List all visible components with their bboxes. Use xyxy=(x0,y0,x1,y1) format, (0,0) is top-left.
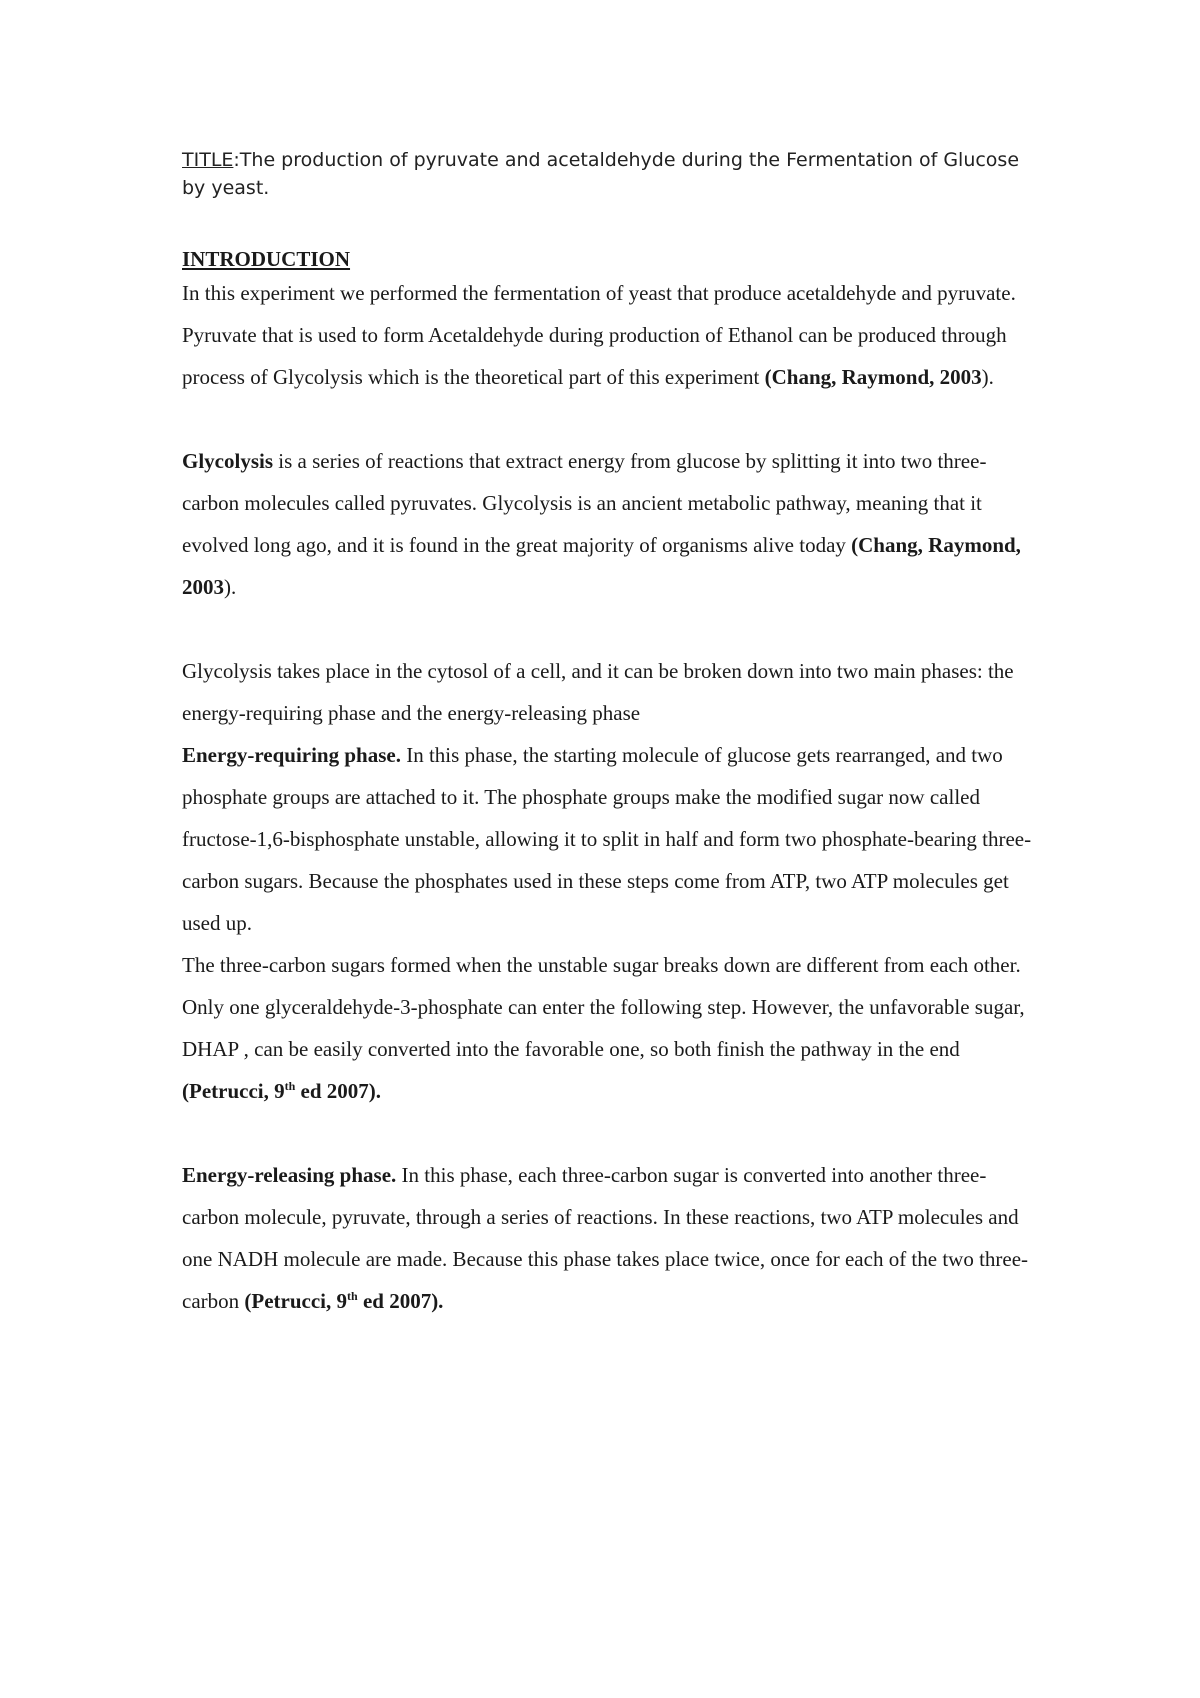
title-label: TITLE xyxy=(182,149,234,171)
paragraph-gap xyxy=(182,1112,1032,1154)
paragraph-gap xyxy=(182,398,1032,440)
intro-p1-citation: (Chang, Raymond, 2003 xyxy=(764,365,982,389)
glycolysis-term: Glycolysis xyxy=(182,449,274,473)
p6-cite-sup: th xyxy=(347,1289,358,1303)
intro-p1-end: ). xyxy=(981,365,994,389)
introduction-heading: INTRODUCTION xyxy=(182,247,351,271)
energy-requiring-term: Energy-requiring phase. xyxy=(182,743,401,767)
intro-paragraph-4 xyxy=(182,734,1032,944)
intro-paragraph-2 xyxy=(182,440,1032,608)
p5-cite-sup: th xyxy=(284,1079,296,1093)
energy-releasing-term: Energy-releasing phase. xyxy=(182,1163,397,1187)
intro-paragraph-5 xyxy=(182,944,1032,1112)
p5-cite-a: (Petrucci, 9 xyxy=(182,1079,285,1103)
document-body xyxy=(182,146,1032,1322)
title-text: :The production of pyruvate and acetaldehyde during the Fermentation of Glucose by yeast. xyxy=(182,149,1020,199)
intro-paragraph-6 xyxy=(182,1154,1032,1322)
intro-p2-text: is a series of reactions that extract energy from glucose by splitting it into two three-carbon molecules called pyruvates. Glycolysis is an ancient metabolic pathway, meaning that it evolved long ago, and it is found in the great majority of organisms alive today xyxy=(182,449,987,557)
p6-cite-a: (Petrucci, 9 xyxy=(244,1289,348,1313)
p5-cite-b: ed 2007). xyxy=(295,1079,382,1103)
intro-p2-end: ). xyxy=(224,575,237,599)
intro-p6-citation xyxy=(244,1289,443,1313)
intro-p5-text: The three-carbon sugars formed when the unstable sugar breaks down are different from each other. Only one glyceraldehyde-3-phosphate can enter the following step. However, the unfavorable sugar, DHAP , can be easily converted into the favorable one, so both finish the pathway in the end xyxy=(182,953,1025,1061)
p6-cite-b: ed 2007). xyxy=(357,1289,444,1313)
intro-paragraph-1 xyxy=(182,272,1032,398)
intro-p6-text: In this phase, each three-carbon sugar is converted into another three-carbon molecule, pyruvate, through a series of reactions. In these reactions, two ATP molecules and one NADH molecule are made. Because this phase takes place twice, once for each of the two three-carbon xyxy=(182,1163,1029,1313)
intro-p1-text: In this experiment we performed the fermentation of yeast that produce acetaldehyde and pyruvate. Pyruvate that is used to form Acetaldehyde during production of Ethanol can be produced through process of Glycolysis which is the theoretical part of this experiment xyxy=(182,281,1016,389)
intro-p2-citation: (Chang, Raymond, 2003 xyxy=(182,533,1021,599)
paragraph-gap xyxy=(182,608,1032,650)
intro-p5-citation xyxy=(182,1079,381,1103)
intro-paragraph-3: Glycolysis takes place in the cytosol of a cell, and it can be broken down into two main phases: the energy-requiring phase and the energy-releasing phase xyxy=(182,659,1014,725)
document-title xyxy=(182,146,1032,202)
intro-p4-text: In this phase, the starting molecule of glucose gets rearranged, and two phosphate groups are attached to it. The phosphate groups make the modified sugar now called fructose-1,6-bisphosphate unstable, allowing it to split in half and form two phosphate-bearing three-carbon sugars. Because the phosphates used in these steps come from ATP, two ATP molecules get used up. xyxy=(182,743,1032,935)
